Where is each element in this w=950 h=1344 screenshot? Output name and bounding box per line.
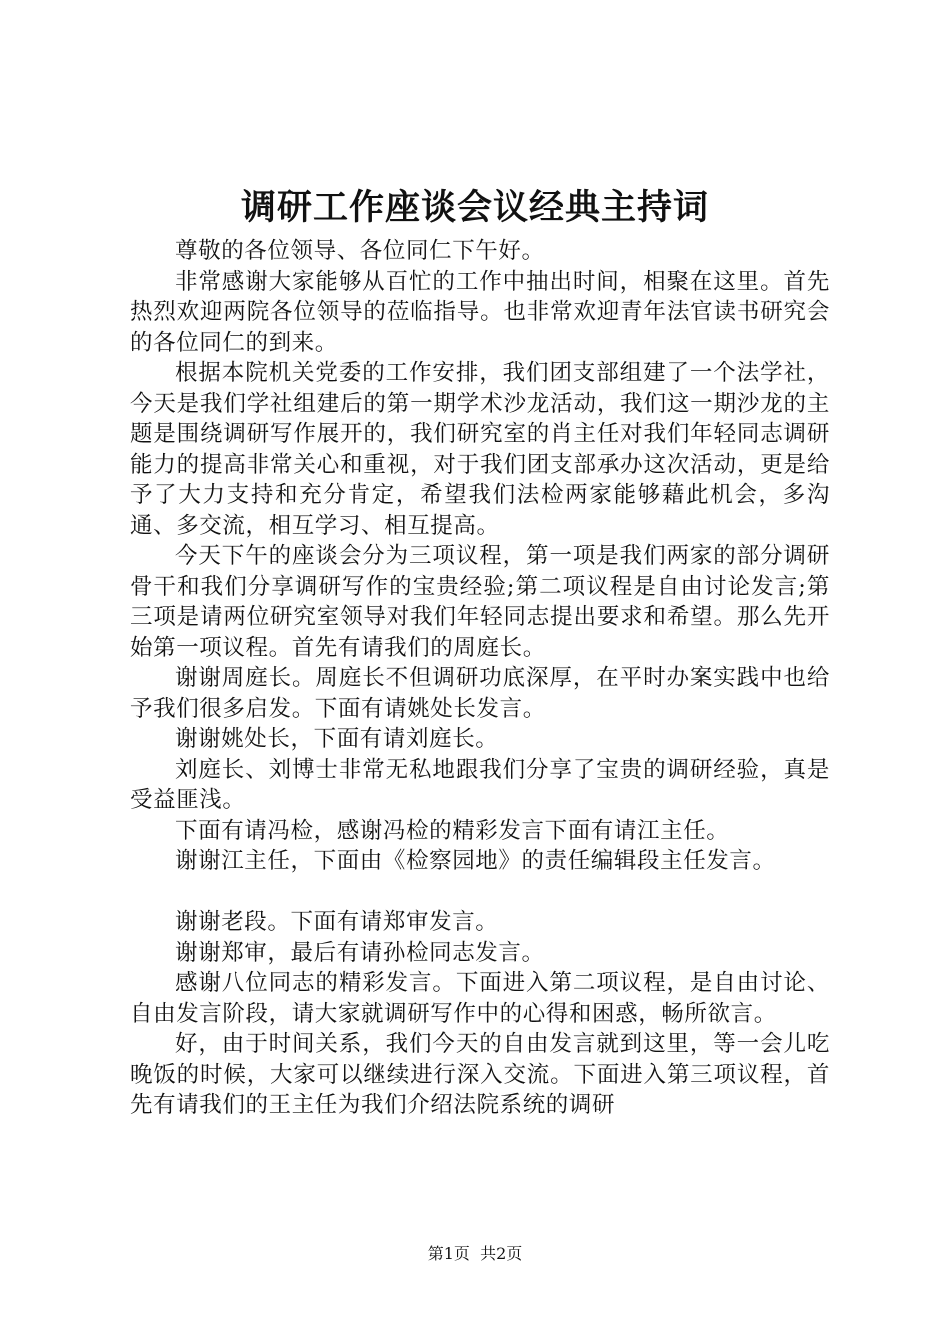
document-title: 调研工作座谈会议经典主持词	[240, 187, 709, 228]
paragraph-thanks-yao: 谢谢姚处长，下面有请刘庭长。	[175, 726, 499, 752]
document-body	[130, 236, 830, 1121]
paragraph-background: 根据本院机关党委的工作安排，我们团支部组建了一个法学社，今天是我们学社组建后的第一期学术沙龙活动，我们这一期沙龙的主题是围绕调研写作展开的，我们研究室的肖主任对我们年轻同志调研能力的提高非常关心和重视，对于我们团支部承办这次活动，更是给予了大力支持和充分肯定，希望我们法检两家能够藉此机会，多沟通、多交流，相互学习、相互提高。	[130, 360, 830, 539]
paragraph-welcome: 非常感谢大家能够从百忙的工作中抽出时间，相聚在这里。首先热烈欢迎两院各位领导的莅临指导。也非常欢迎青年法官读书研究会的各位同仁的到来。	[130, 268, 830, 356]
paragraph-thanks-zhou: 谢谢周庭长。周庭长不但调研功底深厚，在平时办案实践中也给予我们很多启发。下面有请姚处长发言。	[130, 665, 830, 722]
paragraph-agenda: 今天下午的座谈会分为三项议程，第一项是我们两家的部分调研骨干和我们分享调研写作的宝贵经验;第二项议程是自由讨论发言;第三项是请两位研究室领导对我们年轻同志提出要求和希望。那么先开始第一项议程。首先有请我们的周庭长。	[130, 543, 830, 661]
page-footer: 第1页 共2页	[427, 1244, 523, 1263]
paragraph-thanks-duan: 谢谢老段。下面有请郑审发言。	[175, 909, 499, 935]
paragraph-thanks-jiang: 谢谢江主任，下面由《检察园地》的责任编辑段主任发言。	[175, 848, 776, 874]
paragraph-second-agenda: 感谢八位同志的精彩发言。下面进入第二项议程，是自由讨论、自由发言阶段，请大家就调研写作中的心得和困惑，畅所欲言。	[130, 970, 830, 1027]
paragraph-feng: 下面有请冯检，感谢冯检的精彩发言下面有请江主任。	[175, 817, 730, 844]
paragraph-third-agenda: 好，由于时间关系，我们今天的自由发言就到这里，等一会儿吃晚饭的时候，大家可以继续进行深入交流。下面进入第三项议程，首先有请我们的王主任为我们介绍法院系统的调研	[130, 1031, 830, 1118]
paragraph-greeting: 尊敬的各位领导、各位同仁下午好。	[175, 238, 545, 264]
paragraph-thanks-zheng: 谢谢郑审，最后有请孙检同志发言。	[175, 939, 545, 966]
paragraph-thanks-liu: 刘庭长、刘博士非常无私地跟我们分享了宝贵的调研经验，真是受益匪浅。	[130, 756, 830, 813]
